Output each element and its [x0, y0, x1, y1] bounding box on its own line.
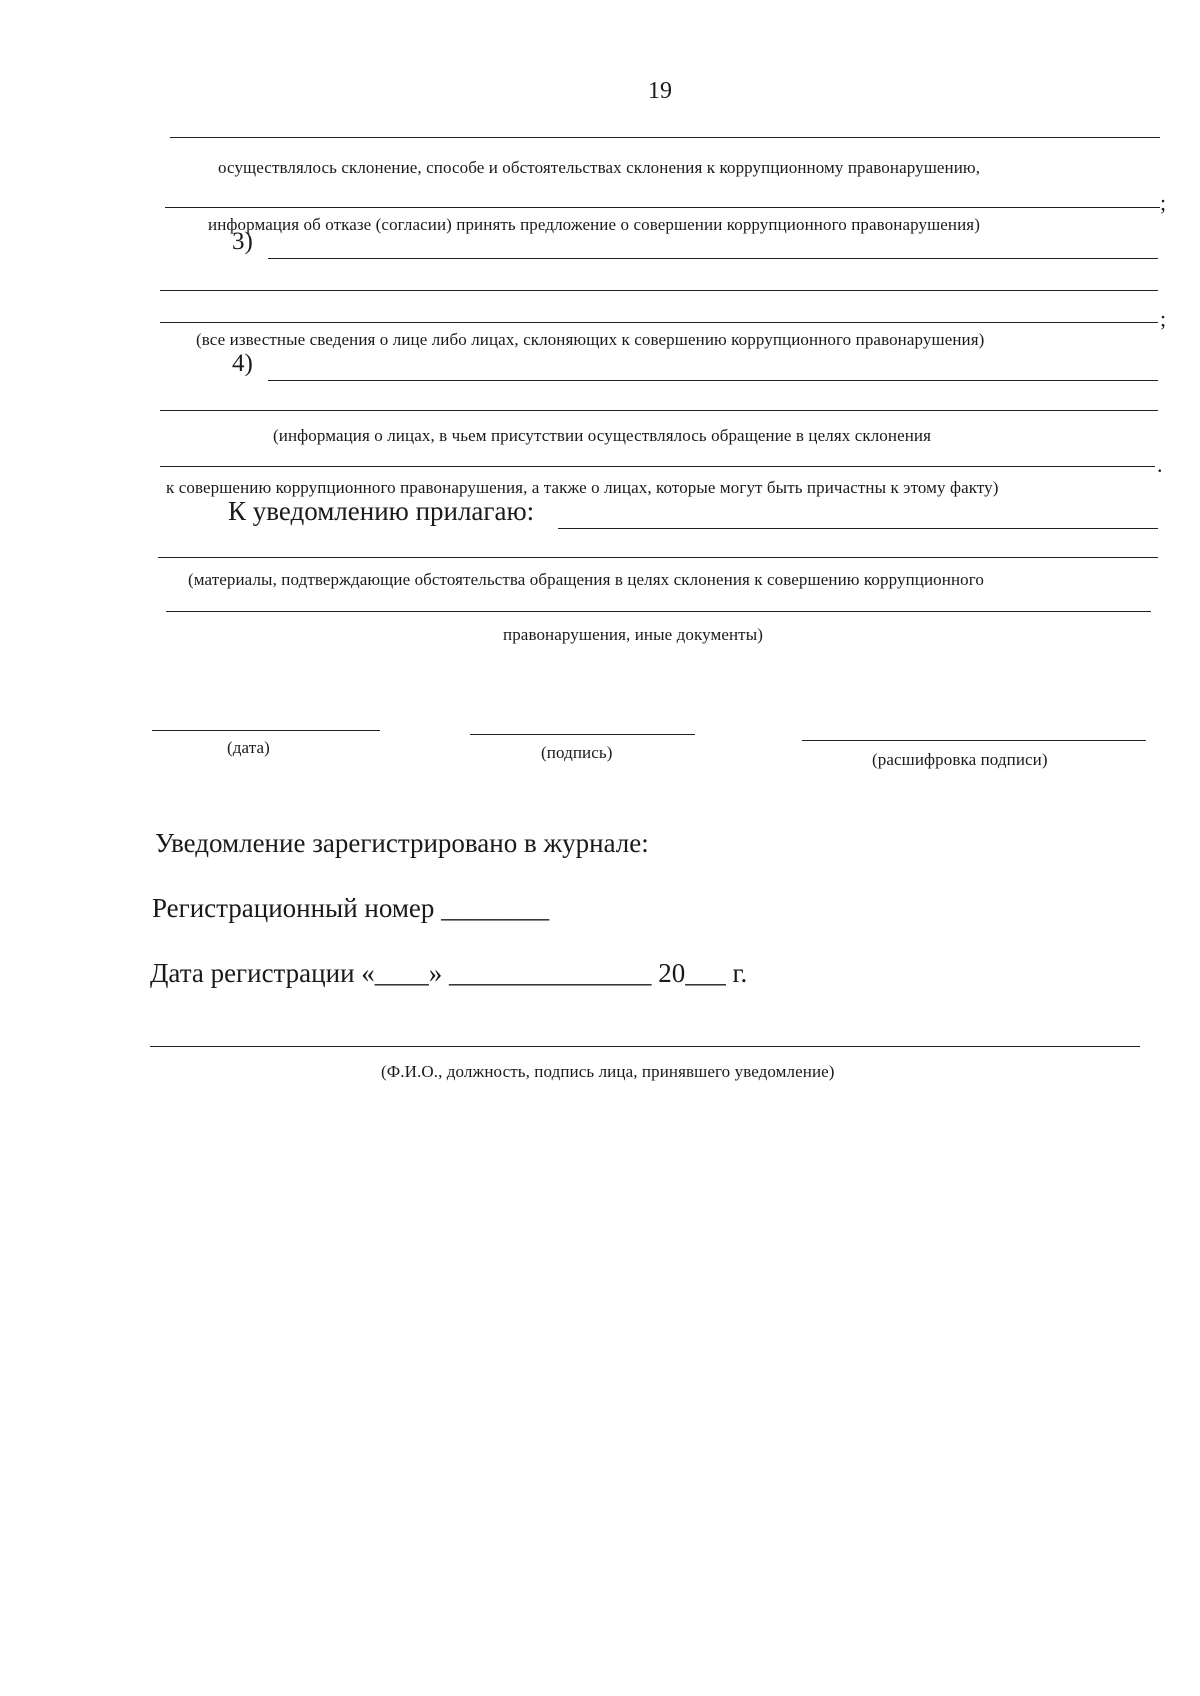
signature-decode-caption: (расшифровка подписи) [872, 750, 1048, 769]
field-caption: (информация о лицах, в чьем присутствии осуществлялось обращение в целях склонения [273, 426, 932, 445]
form-line [268, 380, 1158, 381]
item-number: 3) [232, 228, 253, 255]
semicolon: ; [1160, 306, 1167, 331]
form-line [268, 258, 1158, 259]
form-line [170, 137, 1160, 138]
field-caption: информация об отказе (согласии) принять предложение о совершении коррупционного правонарушения) [208, 215, 980, 234]
attach-label: К уведомлению прилагаю: [228, 496, 535, 526]
field-caption: осуществлялось склонение, способе и обстоятельствах склонения к коррупционному правонарушению, [218, 158, 981, 177]
form-line [160, 410, 1158, 411]
official-caption: (Ф.И.О., должность, подпись лица, принявшего уведомление) [381, 1062, 835, 1081]
form-line [160, 466, 1155, 467]
signature-decode-line [802, 740, 1146, 741]
field-caption: (материалы, подтверждающие обстоятельства обращения в целях склонения к совершению коррупционного [188, 570, 985, 589]
field-caption: правонарушения, иные документы) [503, 625, 763, 644]
reg-number-label: Регистрационный номер ________ [152, 893, 550, 923]
official-line [150, 1046, 1140, 1047]
date-caption: (дата) [227, 738, 270, 757]
period-mark: . [1157, 452, 1163, 477]
reg-date-label: Дата регистрации «____» _______________ 20___ г. [150, 958, 748, 988]
date-line [152, 730, 380, 731]
field-caption: к совершению коррупционного правонарушения, а также о лицах, которые могут быть причастны к этому факту) [166, 478, 999, 497]
item-number: 4) [232, 350, 253, 377]
form-line [165, 207, 1160, 208]
signature-caption: (подпись) [541, 743, 613, 762]
field-caption: (все известные сведения о лице либо лицах, склоняющих к совершению коррупционного правонарушения) [196, 330, 985, 349]
semicolon: ; [1160, 190, 1167, 215]
form-line [558, 528, 1158, 529]
signature-line [470, 734, 695, 735]
registered-text: Уведомление зарегистрировано в журнале: [155, 828, 649, 858]
form-line [160, 290, 1158, 291]
form-line [160, 322, 1158, 323]
form-line [158, 557, 1158, 558]
page-number: 19 [648, 78, 672, 104]
form-line [166, 611, 1151, 612]
